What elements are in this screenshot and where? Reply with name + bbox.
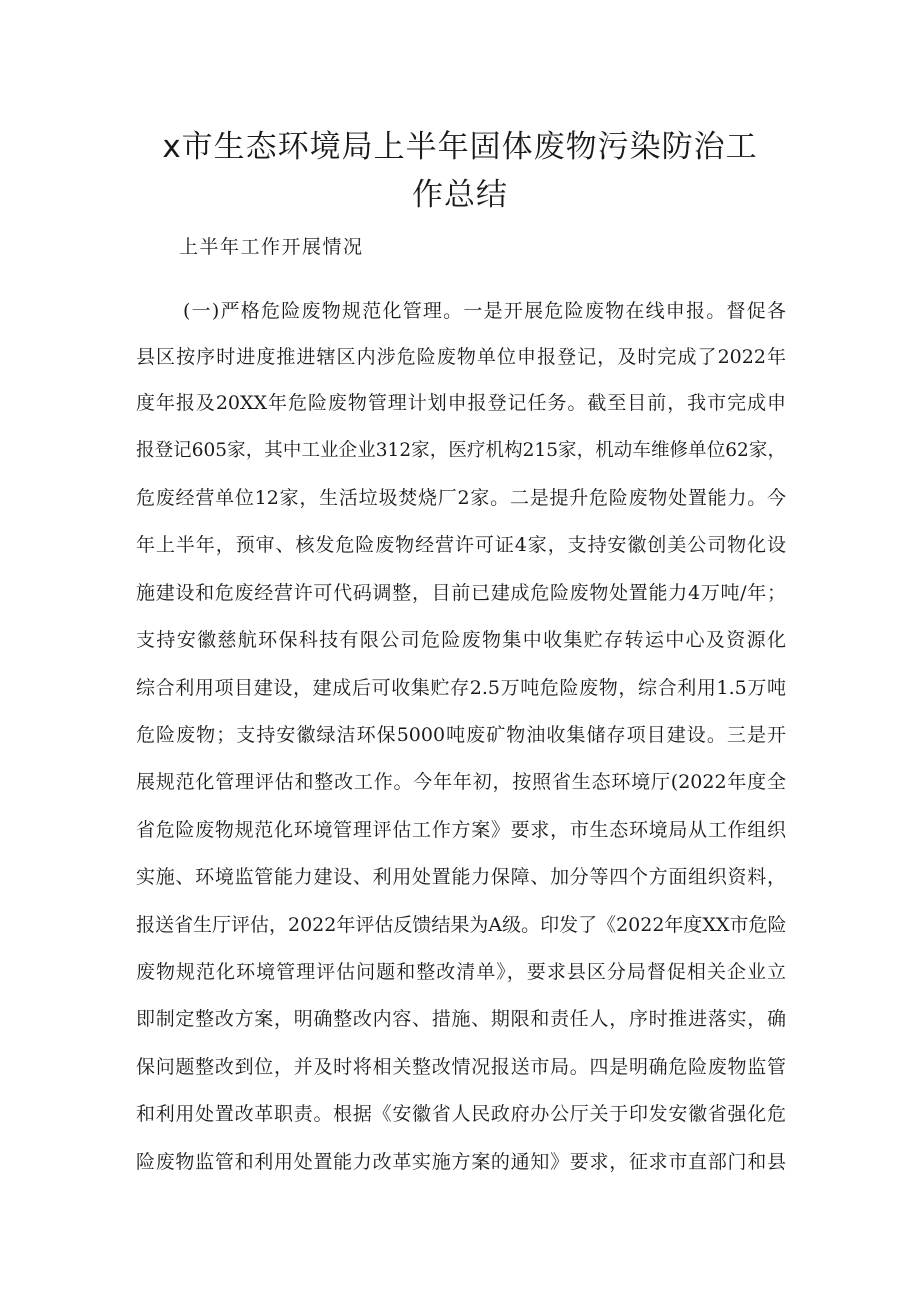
paragraph-line: (一)严格危险废物规范化管理。一是开展危险废物在线申报。督促各: [183, 300, 786, 322]
paragraph-line: 保问题整改到位，并及时将相关整改情况报送市局。四是明确危险废物监管: [136, 1056, 786, 1078]
paragraph-line: 省危险废物规范化环境管理评估工作方案》要求，市生态环境局从工作组织: [136, 819, 786, 841]
paragraph-line: 展规范化管理评估和整改工作。今年年初，按照省生态环境厅(2022年度全: [136, 771, 786, 793]
paragraph-line: 废物规范化环境管理评估问题和整改清单》，要求县区分局督促相关企业立: [136, 961, 786, 983]
paragraph-line: 支持安徽慈航环保科技有限公司危险废物集中收集贮存转运中心及资源化: [136, 629, 786, 651]
paragraph-line: 年上半年，预审、核发危险废物经营许可证4家，支持安徽创美公司物化设: [136, 534, 786, 556]
paragraph-line: 和利用处置改革职责。根据《安徽省人民政府办公厅关于印发安徽省强化危: [136, 1103, 786, 1125]
section-heading: 上半年工作开展情况: [179, 236, 364, 258]
paragraph-line: 县区按序时进度推进辖区内涉危险废物单位申报登记，及时完成了2022年: [136, 346, 786, 368]
paragraph-line: 报送省生厅评估，2022年评估反馈结果为A级。印发了《2022年度XX市危险: [136, 914, 787, 936]
paragraph-line: 危险废物；支持安徽绿洁环保5000吨废矿物油收集储存项目建设。三是开: [136, 724, 786, 746]
paragraph-line: 度年报及20XX年危险废物管理计划申报登记任务。截至目前，我市完成申: [136, 392, 786, 414]
paragraph-line: 报登记605家，其中工业企业312家，医疗机构215家，机动车维修单位62家，: [136, 440, 786, 461]
document-title-line-1: x市生态环境局上半年固体废物污染防治工: [162, 129, 758, 165]
paragraph-line: 险废物监管和利用处置能力改革实施方案的通知》要求，征求市直部门和县: [136, 1151, 786, 1173]
paragraph-line: 即制定整改方案，明确整改内容、措施、期限和责任人，序时推进落实，确: [136, 1008, 786, 1030]
paragraph-line: 实施、环境监管能力建设、利用处置能力保障、加分等四个方面组织资料，: [136, 866, 786, 888]
paragraph-line: 施建设和危废经营许可代码调整，目前已建成危险废物处置能力4万吨/年；: [136, 582, 786, 604]
paragraph-line: 综合利用项目建设，建成后可收集贮存2.5万吨危险废物，综合利用1.5万吨: [136, 677, 786, 699]
document-title-line-2: 作总结: [412, 177, 508, 213]
paragraph-line: 危废经营单位12家，生活垃圾焚烧厂2家。二是提升危险废物处置能力。今: [136, 487, 786, 509]
